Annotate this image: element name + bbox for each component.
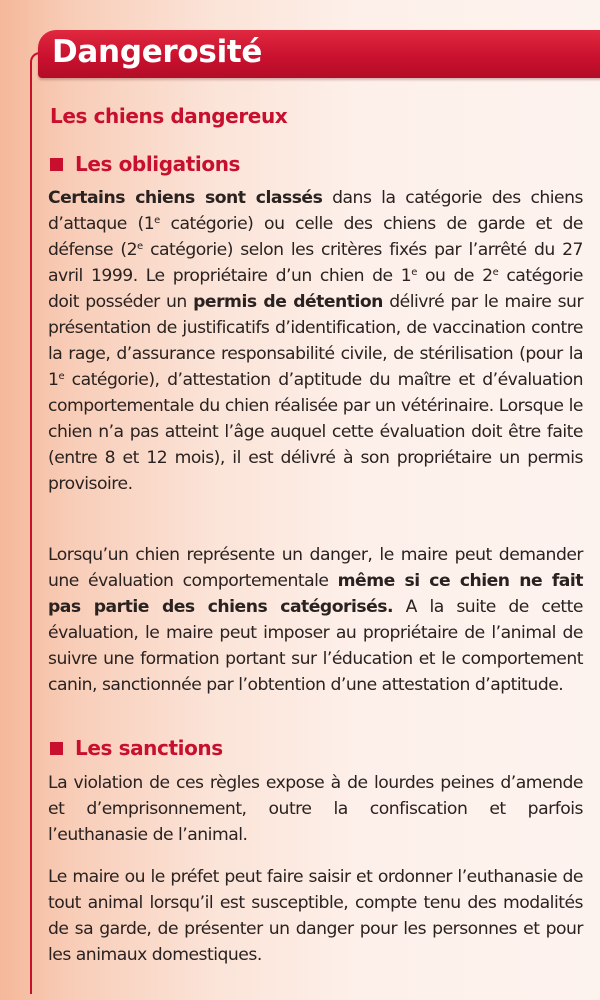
- paragraph-obligations-1: [48, 185, 583, 497]
- bold-text: même si ce chien ne fait pas partie des chiens catégorisés.: [48, 571, 583, 617]
- article-subtitle: Les chiens dangereux: [50, 104, 288, 128]
- text-span: délivré par le maire sur présentation de justificatifs d’identification, de vaccination contre la rage, d’assurance responsabilité civile, de stérilisation (pour la 1: [48, 292, 584, 390]
- paragraph-sanctions-1: La violation de ces règles expose à de lourdes peines d’amende et d’emprisonnement, outre la confiscation et parfois l’euthanasie de l’animal.: [48, 773, 583, 845]
- paragraph-obligations-2: [48, 542, 583, 698]
- text-span: catégorie), d’attestation d’aptitude du maître et d’évaluation comportementale du chien réalisée par un vétérinaire. Lorsque le chien n’a pas atteint l’âge auquel cette évaluation doit être faite (entre 8 et 12 mois), il est délivré à son propriétaire un permis provisoire.: [48, 370, 583, 494]
- text-span: catégorie) selon les critères fixés par l’arrêté du 27 avril 1999. Le propriétaire d’un chien de 1: [48, 240, 583, 286]
- superscript: e: [58, 371, 65, 382]
- bold-text: Certains chiens sont classés: [48, 188, 323, 208]
- text-span: A la suite de cette évaluation, le maire peut imposer au propriétaire de l’animal de suivre une formation portant sur l’éducation et le comportement canin, sanctionnée par l’obtention d’une attestation d’aptitude.: [48, 597, 583, 695]
- superscript: e: [492, 267, 499, 278]
- header-banner: [38, 30, 600, 78]
- text-span: dans la catégorie des chiens d’attaque (1: [48, 188, 583, 234]
- paragraph-sanctions-2: Le maire ou le préfet peut faire saisir et ordonner l’euthanasie de tout animal lorsqu’il est susceptible, compte tenu des modalités de sa garde, de présenter un danger pour les personnes et pour les animaux domestiques.: [48, 867, 583, 965]
- bullet-square-icon: [50, 742, 63, 755]
- text-span: Lorsqu’un chien représente un danger, le maire peut demander une évaluation comportementale: [48, 545, 583, 591]
- bullet-square-icon: [50, 158, 63, 171]
- superscript: e: [154, 215, 160, 226]
- bold-text: permis de détention: [193, 292, 383, 312]
- superscript: e: [411, 267, 417, 278]
- text-span: catégorie) ou celle des chiens de garde et de défense (2: [48, 214, 583, 260]
- page-title: Dangerosité: [52, 34, 263, 70]
- section-title: Les obligations: [75, 152, 241, 176]
- section-heading-sanctions: [50, 736, 223, 760]
- section-title: Les sanctions: [75, 736, 223, 760]
- superscript: e: [137, 241, 143, 252]
- text-span: catégorie doit posséder un: [48, 266, 583, 312]
- section-heading-obligations: [50, 152, 240, 176]
- text-span: ou de 2: [416, 266, 493, 286]
